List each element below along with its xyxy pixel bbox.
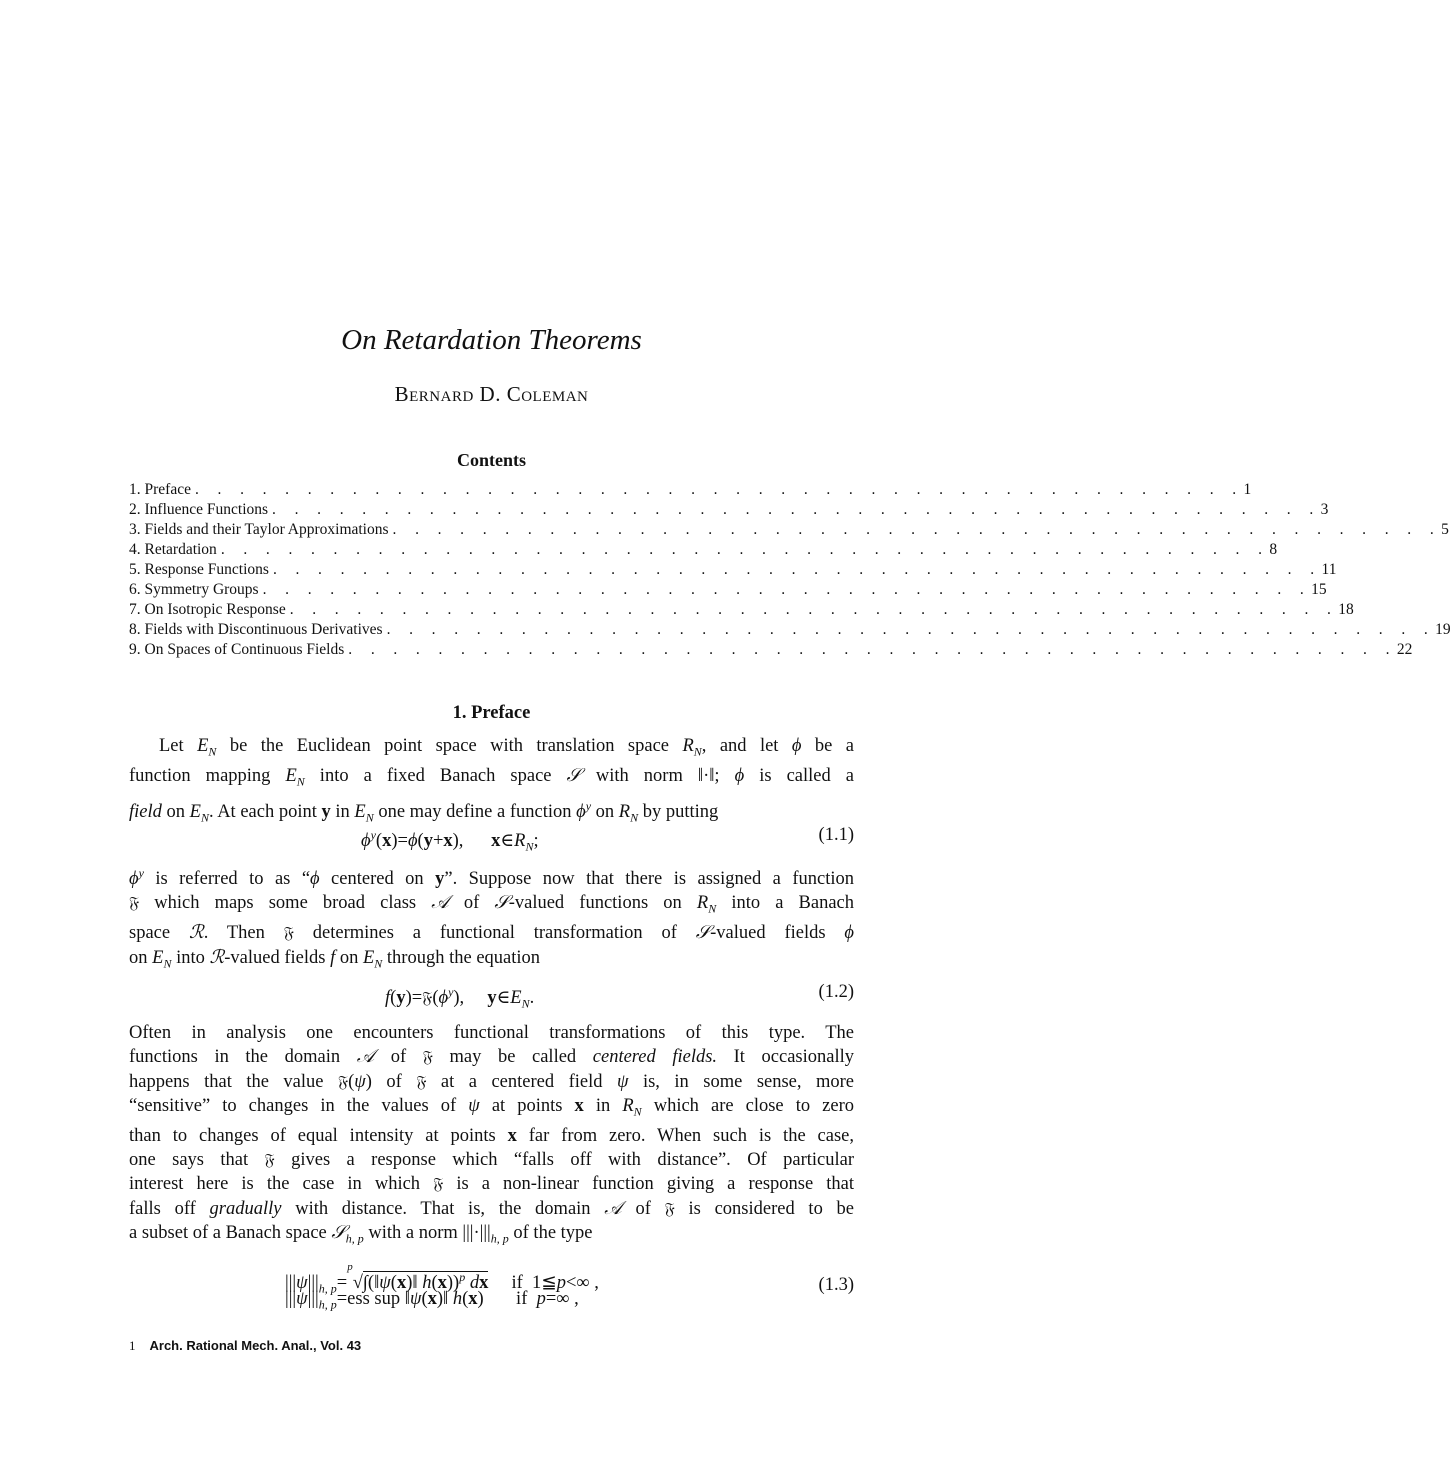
section-heading: 1. Preface xyxy=(452,703,531,723)
table-of-contents xyxy=(129,480,1451,660)
page-number: 1 xyxy=(129,1338,136,1353)
toc-item[interactable]: 5. Response Functions . . . . . . . . . . . . . . . . . . . . . . . . . . . . . . . . . . . . . . . . . . . . . . . 11 xyxy=(129,561,1337,578)
contents-heading: Contents xyxy=(456,450,526,470)
journal-citation: Arch. Rational Mech. Anal., Vol. 43 xyxy=(149,1338,362,1353)
toc-item[interactable]: 8. Fields with Discontinuous Derivatives . . . . . . . . . . . . . . . . . . . . . . . . . . . . . . . . . . . . . . . . . . . . . . . 19 xyxy=(129,621,1451,638)
author-name: Bernard D. Coleman xyxy=(394,382,589,406)
body-paragraph: Often in analysis one encounters functional transformations of this type. The functions in the domain 𝒜 of 𝔉 may be called centered fields. It occasionally happens that the value 𝔉(ψ) of 𝔉 at a centered field ψ is, in some sense, more “sensitive” to changes in the values of ψ at points x in $R_N$ which are close to zero than to changes of equal intensity at points x far from zero. When such is the case, one says that 𝔉 gives a response which “falls off with distance”. Of particular interest here is the case in which 𝔉 is a non-linear function giving a response that falls off gradually with distance. That is, the domain 𝒜 of 𝔉 is considered to be a subset of a Banach space 𝒮$_{h, p}$ with a norm $|||\cdot|||_{h, p}$ of the type xyxy=(129,1023,855,1246)
paper-title: On Retardation Theorems xyxy=(341,324,642,356)
toc-item[interactable]: 3. Fields and their Taylor Approximations . . . . . . . . . . . . . . . . . . . . . . . . . . . . . . . . . . . . . . . . . . . . . . . 5 xyxy=(129,521,1449,538)
page-footer xyxy=(129,1338,361,1354)
toc-item[interactable]: 7. On Isotropic Response . . . . . . . . . . . . . . . . . . . . . . . . . . . . . . . . . . . . . . . . . . . . . . . 18 xyxy=(129,601,1354,618)
toc-item[interactable]: 9. On Spaces of Continuous Fields . . . . . . . . . . . . . . . . . . . . . . . . . . . . . . . . . . . . . . . . . . . . . . . 22 xyxy=(129,641,1413,658)
equation-number: (1.1) xyxy=(818,825,854,845)
equation-number: (1.2) xyxy=(818,982,854,1002)
equation-number: (1.3) xyxy=(818,1275,854,1295)
equation-1-2: $f(y)=𝔉(\phi^y)$, $y\in E_N$. (1.2) xyxy=(385,982,854,1011)
body-paragraph: $\phi^y$ is referred to as “ϕ centered on y”. Suppose now that there is assigned a function 𝔉 which maps some broad class 𝒜 of 𝒮-valued functions on $R_N$ into a Banach space ℛ. Then 𝔉 determines a functional transformation of 𝒮-valued fields ϕ on $E_N$ into ℛ-valued fields f on $E_N$ through the equation xyxy=(129,866,855,971)
body-paragraph: Let $E_N$ be the Euclidean point space with translation space $R_N$, and let ϕ be a function mapping $E_N$ into a fixed Banach space 𝒮 with norm ‖·‖; ϕ is called a field on $E_N$. At each point y in $E_N$ one may define a function $\phi^y$ on $R_N$ by putting xyxy=(129,736,854,825)
toc-item[interactable]: 1. Preface . . . . . . . . . . . . . . . . . . . . . . . . . . . . . . . . . . . . . . . . . . . . . . . 1 xyxy=(129,481,1252,498)
toc-item[interactable]: 4. Retardation . . . . . . . . . . . . . . . . . . . . . . . . . . . . . . . . . . . . . . . . . . . . . . . 8 xyxy=(129,541,1278,558)
toc-item[interactable]: 2. Influence Functions . . . . . . . . . . . . . . . . . . . . . . . . . . . . . . . . . . . . . . . . . . . . . . . 3 xyxy=(129,501,1329,518)
equation-1-3: $|||\psi|||_{h, p}=^p√\int(‖\psi(x)‖$ h(x))$^p$ dx if 1≦p<∞ , $|||\psi|||_{h, p}=ess$ sup ‖ψ(x)‖ h(x) if p=∞ , (1.3) xyxy=(285,1261,854,1312)
toc-item[interactable]: 6. Symmetry Groups . . . . . . . . . . . . . . . . . . . . . . . . . . . . . . . . . . . . . . . . . . . . . . . 15 xyxy=(129,581,1327,598)
equation-1-1: $\phi^y(x)=\phi(y+x)$, $x\in R_N$; (1.1) xyxy=(361,825,854,854)
